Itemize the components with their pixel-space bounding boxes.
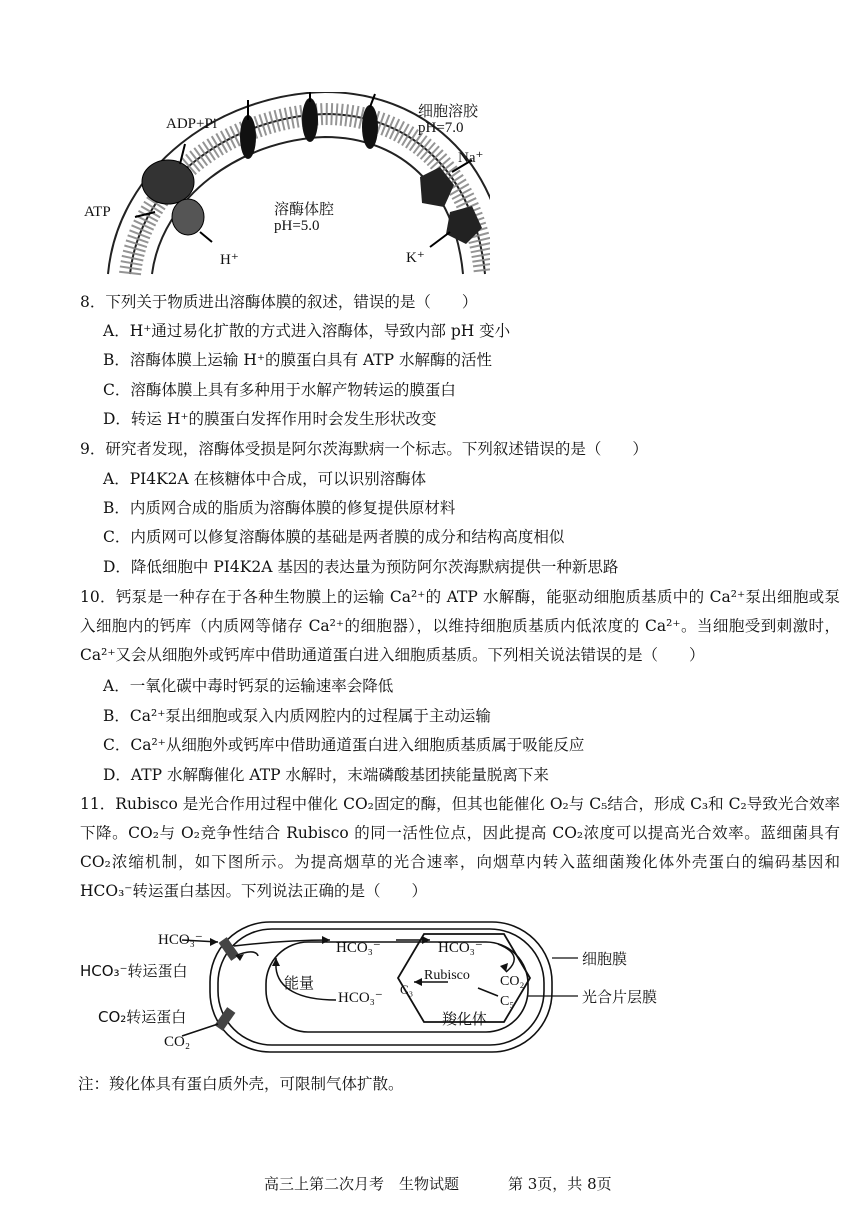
c3-label: C₃	[400, 982, 414, 997]
k-label: K⁺	[406, 250, 425, 266]
c5-label: C₅	[500, 994, 515, 1009]
hco3-transporter-label: HCO₃⁻转运蛋白	[80, 962, 188, 980]
co2-outside-label: CO₂	[164, 1034, 191, 1050]
cytosol-label: 细胞溶胶	[418, 102, 479, 120]
hco3-outside-label: HCO₃⁻	[158, 932, 203, 948]
hco3-inner-label-2: HCO₃⁻	[338, 990, 383, 1006]
atp-label: ATP	[84, 204, 111, 220]
channel-protein	[302, 98, 318, 142]
q9-stem: 9．研究者发现，溶酶体受损是阿尔茨海默病一个标志。下列叙述错误的是（ ）	[80, 440, 648, 458]
q8-stem: 8．下列关于物质进出溶酶体膜的叙述，错误的是（ ）	[80, 293, 478, 311]
cell-membrane-inner	[218, 929, 544, 1045]
thylakoid-label: 光合片层膜	[582, 988, 658, 1006]
q10-option-a: A．一氧化碳中毒时钙泵的运输速率会降低	[103, 677, 394, 695]
channel-protein	[362, 105, 378, 149]
na-label: Na⁺	[458, 150, 484, 166]
q9-option-a: A．PI4K2A 在核糖体中合成，可以识别溶酶体	[103, 470, 427, 488]
co2-transporter-label: CO₂转运蛋白	[98, 1008, 187, 1026]
q9-option-b: B．内质网合成的脂质为溶酶体膜的修复提供原材料	[103, 499, 456, 517]
energy-label: 能量	[284, 974, 315, 992]
q9-option-d: D．降低细胞中 PI4K2A 基因的表达量为预防阿尔茨海默病提供一种新思路	[103, 558, 619, 576]
rubisco-label: Rubisco	[424, 968, 470, 983]
q10-stem: 10．钙泵是一种存在于各种生物膜上的运输 Ca²⁺的 ATP 水解酶，能驱动细胞质基质中的 Ca²⁺泵出细胞或泵入细胞内的钙库（内质网等储存 Ca²⁺的细胞器），以维持细胞质基质内低浓度的 Ca²⁺。当细胞受到刺激时，Ca²⁺又会从细胞外或钙库中借助通道蛋白进入细胞质基质。下列相关说法错误的是（ ）	[80, 588, 840, 664]
atp-pump-protein	[142, 160, 194, 204]
hco3-transporter-protein	[219, 937, 240, 961]
q9-option-c: C．内质网可以修复溶酶体膜的基础是两者膜的成分和结构高度相似	[103, 528, 565, 546]
lysosome-figure	[80, 92, 500, 277]
lumen-label: 溶酶体腔	[274, 200, 335, 218]
q8-option-c: C．溶酶体膜上具有多种用于水解产物转运的膜蛋白	[103, 381, 456, 399]
q10-option-c: C．Ca²⁺从细胞外或钙库中借助通道蛋白进入细胞质基质属于吸能反应	[103, 736, 585, 754]
k-transporter	[446, 206, 482, 244]
footer-page-number: 第 3页，共 8页	[508, 1175, 612, 1193]
carboxysome-label: 羧化体	[442, 1010, 488, 1028]
q10-option-b: B．Ca²⁺泵出细胞或泵入内质网腔内的过程属于主动运输	[103, 707, 491, 725]
q8-option-d: D．转运 H⁺的膜蛋白发挥作用时会发生形状改变	[103, 410, 437, 428]
q8-option-b: B．溶酶体膜上运输 H⁺的膜蛋白具有 ATP 水解酶的活性	[103, 351, 492, 369]
cell-membrane-label: 细胞膜	[582, 950, 628, 968]
figure-note: 注：羧化体具有蛋白质外壳，可限制气体扩散。	[78, 1075, 404, 1093]
channel-protein	[240, 115, 256, 159]
cytosol-ph-label: pH=7.0	[418, 120, 464, 136]
cyanobacteria-figure	[78, 918, 778, 1063]
q11-stem: 11．Rubisco 是光合作用过程中催化 CO₂固定的酶，但其也能催化 O₂与 C₅结合，形成 C₃和 C₂导致光合效率下降。CO₂与 O₂竞争性结合 Rubisco 的同一活性位点，因此提高 CO₂浓度可以提高光合效率。蓝细菌具有 CO₂浓缩机制，如下图所示。为提高烟草的光合速率，向烟草内转入蓝细菌羧化体外壳蛋白的编码基因和 HCO₃⁻转运蛋白基因。下列说法正确的是（ ）	[80, 795, 840, 900]
q10-option-d: D．ATP 水解酶催化 ATP 水解时，末端磷酸基团挟能量脱离下来	[103, 766, 549, 784]
co2-carboxysome-label: CO₂	[500, 974, 525, 989]
footer-exam-title: 高三上第二次月考 生物试题	[264, 1175, 460, 1193]
adp-pi-label: ADP+Pi	[166, 116, 217, 132]
h-label: H⁺	[220, 252, 239, 268]
hco3-carboxysome-label: HCO₃⁻	[438, 940, 483, 956]
lumen-ph-label: pH=5.0	[274, 218, 320, 234]
q8-option-a: A．H⁺通过易化扩散的方式进入溶酶体，导致内部 pH 变小	[103, 322, 511, 340]
hco3-inner-label-1: HCO₃⁻	[336, 940, 381, 956]
